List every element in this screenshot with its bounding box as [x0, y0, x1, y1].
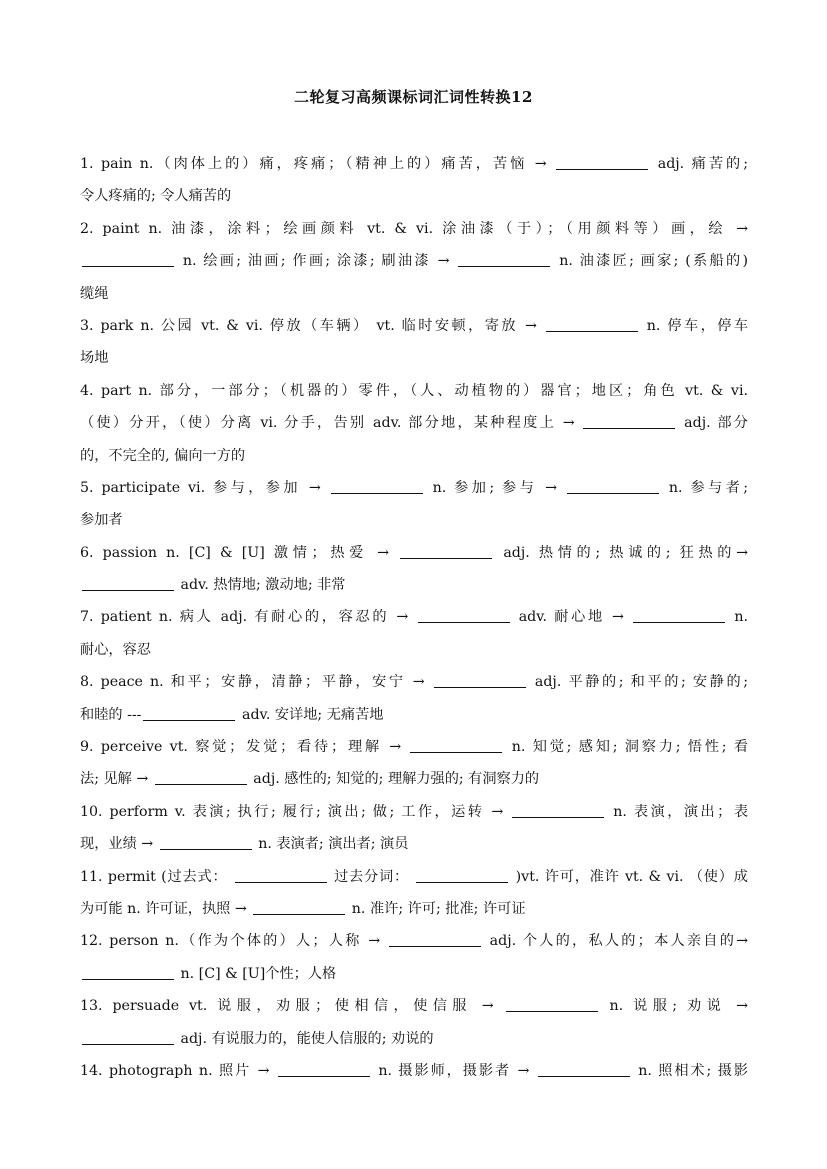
list-item: 12. person n.（作为个体的）人；人称 → adj. 个人的，私人的；本人亲自的→ — [80, 933, 748, 950]
answer-blank[interactable] — [143, 705, 235, 721]
list-item: 2. paint n. 油漆，涂料；绘画颜料 vt. & vi. 涂油漆（于）；（用颜料等）画，绘 → — [80, 220, 748, 237]
list-item: n. [C] & [U]个性；人格 — [80, 958, 748, 990]
list-item: 10. perform v. 表演; 执行; 履行; 演出; 做; 工作，运转 → n. 表演，演出；表 — [80, 803, 749, 820]
list-item: n. 绘画; 油画; 作画; 涂漆; 刷油漆 → n. 油漆匠; 画家; (系船的) — [80, 245, 748, 277]
list-item: 5. participate vi. 参与，参加 → n. 参加; 参与 → n. 参与者; — [80, 479, 749, 496]
list-item: （使）分开，（使）分离 vi. 分手，告别 adv. 部分地，某种程度上 → adj. 部分 — [80, 415, 748, 432]
list-item: 1. pain n.（肉体上的）痛，疼痛；（精神上的）痛苦，苦恼 → adj. 痛苦的; — [80, 156, 749, 172]
list-item: 9. perceive vt. 察觉；发觉；看待；理解 → n. 知觉; 感知; 洞察力; 悟性; 看 — [80, 739, 749, 756]
list-item: 4. part n. 部分，一部分；（机器的）零件，（人、动植物的）器官；地区；角色 vt. & vi. — [80, 382, 748, 399]
answer-blank[interactable] — [546, 316, 638, 332]
list-item: 现，业绩 → n. 表演者; 演出者; 演员 — [80, 836, 409, 853]
answer-blank[interactable] — [82, 1029, 174, 1045]
list-item: 13. persuade vt. 说服，劝服；使相信，使信服 → n. 说服; 劝说 → — [80, 998, 748, 1015]
answer-blank[interactable] — [418, 607, 510, 623]
answer-blank[interactable] — [253, 899, 345, 915]
list-item: adv. 热情地; 激动地; 非常 — [80, 569, 748, 601]
answer-blank[interactable] — [583, 413, 675, 429]
answer-blank[interactable] — [506, 996, 598, 1012]
answer-blank[interactable] — [82, 575, 174, 591]
answer-blank[interactable] — [556, 154, 648, 170]
list-item: 6. passion n. [C] & [U] 激情；热爱 → adj. 热情的; 热诚的; 狂热的→ — [80, 544, 748, 561]
list-item: 参加者 — [80, 512, 123, 529]
list-item: 11. permit (过去式： 过去分词： )vt. 许可，准许 vt. & vi. （使）成 — [80, 868, 748, 885]
list-item: 3. park n. 公园 vt. & vi. 停放（车辆） vt. 临时安顿，寄放 → n. 停车，停车 — [80, 317, 749, 334]
list-item: 14. photograph n. 照片 → n. 摄影师，摄影者 → n. 照相术; 摄影 — [80, 1062, 748, 1079]
answer-blank[interactable] — [538, 1061, 630, 1077]
answer-blank[interactable] — [389, 931, 481, 947]
list-item: 法; 见解 → adj. 感性的; 知觉的; 理解力强的; 有洞察力的 — [80, 771, 540, 788]
list-item: 缆绳 — [80, 285, 109, 302]
answer-blank[interactable] — [410, 737, 502, 753]
list-item: 和睦的 --- adv. 安详地; 无痛苦地 — [80, 706, 384, 723]
answer-blank[interactable] — [82, 964, 174, 980]
answer-blank[interactable] — [633, 607, 725, 623]
answer-blank[interactable] — [331, 478, 423, 494]
answer-blank[interactable] — [400, 543, 492, 559]
list-item: adj. 有说服力的，能使人信服的; 劝说的 — [80, 1023, 748, 1055]
page-title: 二轮复习高频课标词汇词性转换12 — [294, 88, 533, 106]
answer-blank[interactable] — [82, 251, 174, 267]
answer-blank[interactable] — [567, 478, 659, 494]
list-item: 的，不完全的, 偏向一方的 — [80, 447, 246, 464]
answer-blank[interactable] — [278, 1061, 370, 1077]
list-item: 令人疼痛的; 令人痛苦的 — [80, 188, 232, 205]
list-item: 8. peace n. 和平；安静，清静；平静，安宁 → adj. 平静的; 和平的; 安静的; — [80, 674, 748, 691]
exercise-list — [80, 148, 748, 1087]
answer-blank[interactable] — [416, 867, 508, 883]
answer-blank[interactable] — [512, 802, 604, 818]
list-item: 耐心，容忍 — [80, 641, 151, 658]
answer-blank[interactable] — [434, 672, 526, 688]
answer-blank[interactable] — [235, 867, 327, 883]
answer-blank[interactable] — [155, 769, 247, 785]
answer-blank[interactable] — [160, 834, 252, 850]
list-item: 场地 — [80, 350, 109, 367]
answer-blank[interactable] — [458, 251, 550, 267]
list-item: 为可能 n. 许可证，执照 → n. 准许; 许可; 批准; 许可证 — [80, 900, 526, 917]
list-item: 7. patient n. 病人 adj. 有耐心的，容忍的 → adv. 耐心地 → n. — [80, 609, 748, 626]
